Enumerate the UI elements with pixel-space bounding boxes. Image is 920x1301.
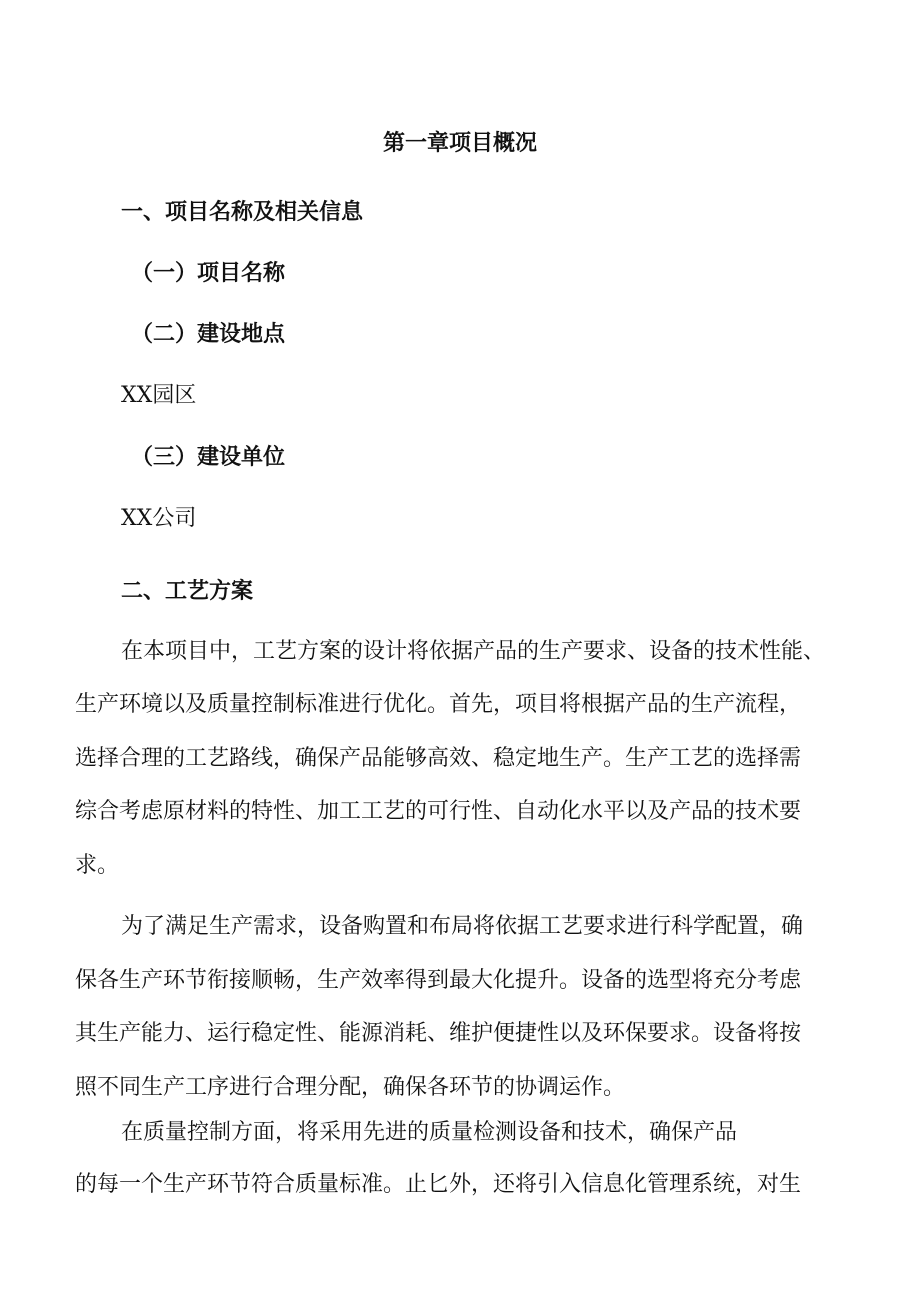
paragraph-1-line: 综合考虑原材料的特性、加工工艺的可行性、自动化水平以及产品的技术要 xyxy=(75,799,802,824)
subsection-heading-builder: （三）建设单位 xyxy=(131,444,286,470)
paragraph-2-line: 保各生产环节衔接顺畅，生产效率得到最大化提升。设备的选型将充分考虑 xyxy=(75,968,802,993)
subsection-heading-location: （二）建设地点 xyxy=(131,321,286,347)
section-heading-2: 二、工艺方案 xyxy=(121,578,254,604)
paragraph-3-line: 的每一个生产环节符合质量标准。止匕外，还将引入信息化管理系统，对生 xyxy=(75,1172,802,1197)
paragraph-1-line: 生产环境以及质量控制标准进行优化。首先，项目将根据产品的生产流程， xyxy=(75,692,802,717)
paragraph-2-line: 其生产能力、运行稳定性、能源消耗、维护便捷性以及环保要求。设备将按 xyxy=(75,1021,802,1046)
section-heading-1: 一、项目名称及相关信息 xyxy=(121,199,364,225)
paragraph-3-line: 在质量控制方面，将采用先进的质量检测设备和技术，确保产品 xyxy=(121,1120,738,1145)
paragraph-1-line: 在本项目中，工艺方案的设计将依据产品的生产要求、设备的技术性能、 xyxy=(121,639,826,664)
subsection-heading-project-name: （一）项目名称 xyxy=(131,260,286,286)
paragraph-2-line: 照不同生产工序进行合理分配，确保各环节的协调运作。 xyxy=(75,1075,626,1100)
paragraph-1-line: 选择合理的工艺路线，确保产品能够高效、稳定地生产。生产工艺的选择需 xyxy=(75,746,802,771)
chapter-title: 第一章项目概况 xyxy=(382,130,537,156)
builder-value: XX公司 xyxy=(121,506,197,531)
paragraph-1-line: 求。 xyxy=(75,853,120,878)
location-value: XX园区 xyxy=(121,383,197,408)
paragraph-2-line: 为了满足生产需求，设备购置和布局将依据工艺要求进行科学配置，确 xyxy=(121,914,804,939)
